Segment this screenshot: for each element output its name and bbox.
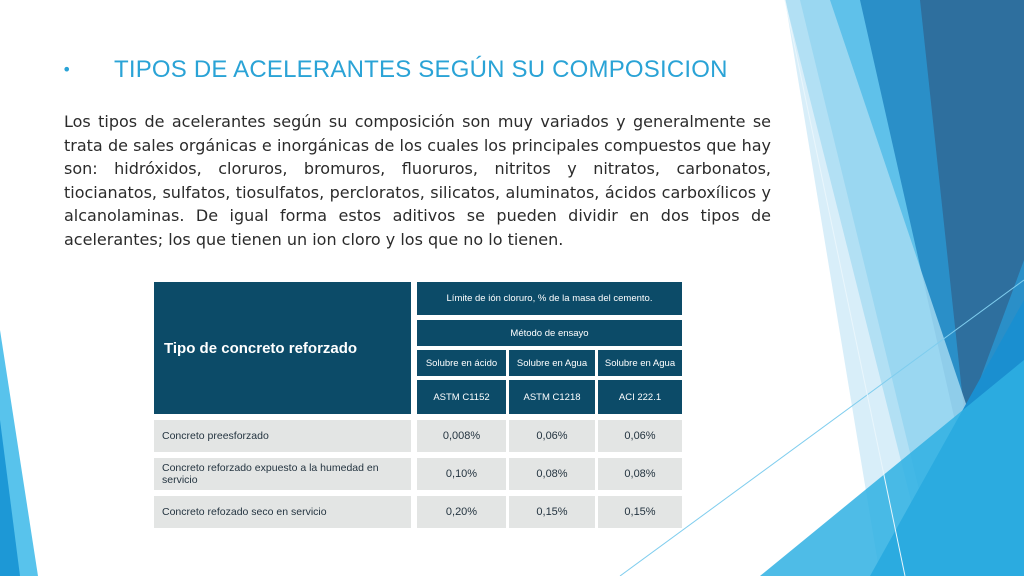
table-cell: 0,06% bbox=[509, 420, 595, 452]
standard-header-2: ASTM C1218 bbox=[509, 380, 595, 414]
solubility-header-3: Solubre en Agua bbox=[598, 350, 682, 376]
table-cell: 0,15% bbox=[509, 496, 595, 528]
table-cell: 0,10% bbox=[417, 458, 506, 490]
table-cell: 0,08% bbox=[509, 458, 595, 490]
table-row-label: Concreto reforzado expuesto a la humedad en servicio bbox=[154, 458, 411, 490]
table-row-label: Concreto preesforzado bbox=[154, 420, 411, 452]
row-header-cell: Tipo de concreto reforzado bbox=[154, 282, 411, 414]
solubility-header-2: Solubre en Agua bbox=[509, 350, 595, 376]
table-cell: 0,06% bbox=[598, 420, 682, 452]
title-row bbox=[62, 56, 782, 90]
table-row-label: Concreto refozado seco en servicio bbox=[154, 496, 411, 528]
body-paragraph: Los tipos de acelerantes según su composición son muy variados y generalmente se trata de sales orgánicas e inorgánicas de los cuales los principales compuestos que hay son: hidróxidos, cloruros, bromuros, fluoruros, nitritos y nitratos, carbonatos, tiocianatos, sulfatos, tiosulfatos, percloratos, silicatos, aluminatos, ácidos carboxílicos y alcanolaminas. De igual forma estos aditivos se pueden dividir en dos tipos de acelerantes; los que tienen un ion cloro y los que no lo tienen. bbox=[64, 112, 771, 249]
limit-header-cell: Límite de ión cloruro, % de la masa del cemento. bbox=[417, 282, 682, 315]
standard-header-1: ASTM C1152 bbox=[417, 380, 506, 414]
slide-title: TIPOS DE ACELERANTES SEGÚN SU COMPOSICION bbox=[114, 56, 728, 83]
table-cell: 0,08% bbox=[598, 458, 682, 490]
table-cell: 0,15% bbox=[598, 496, 682, 528]
solubility-header-1: Solubre en ácido bbox=[417, 350, 506, 376]
title-bullet: • bbox=[62, 60, 72, 79]
standard-header-3: ACI 222.1 bbox=[598, 380, 682, 414]
method-header-cell: Método de ensayo bbox=[417, 320, 682, 346]
table-cell: 0,20% bbox=[417, 496, 506, 528]
chloride-limits-table bbox=[154, 282, 682, 528]
table-cell: 0,008% bbox=[417, 420, 506, 452]
